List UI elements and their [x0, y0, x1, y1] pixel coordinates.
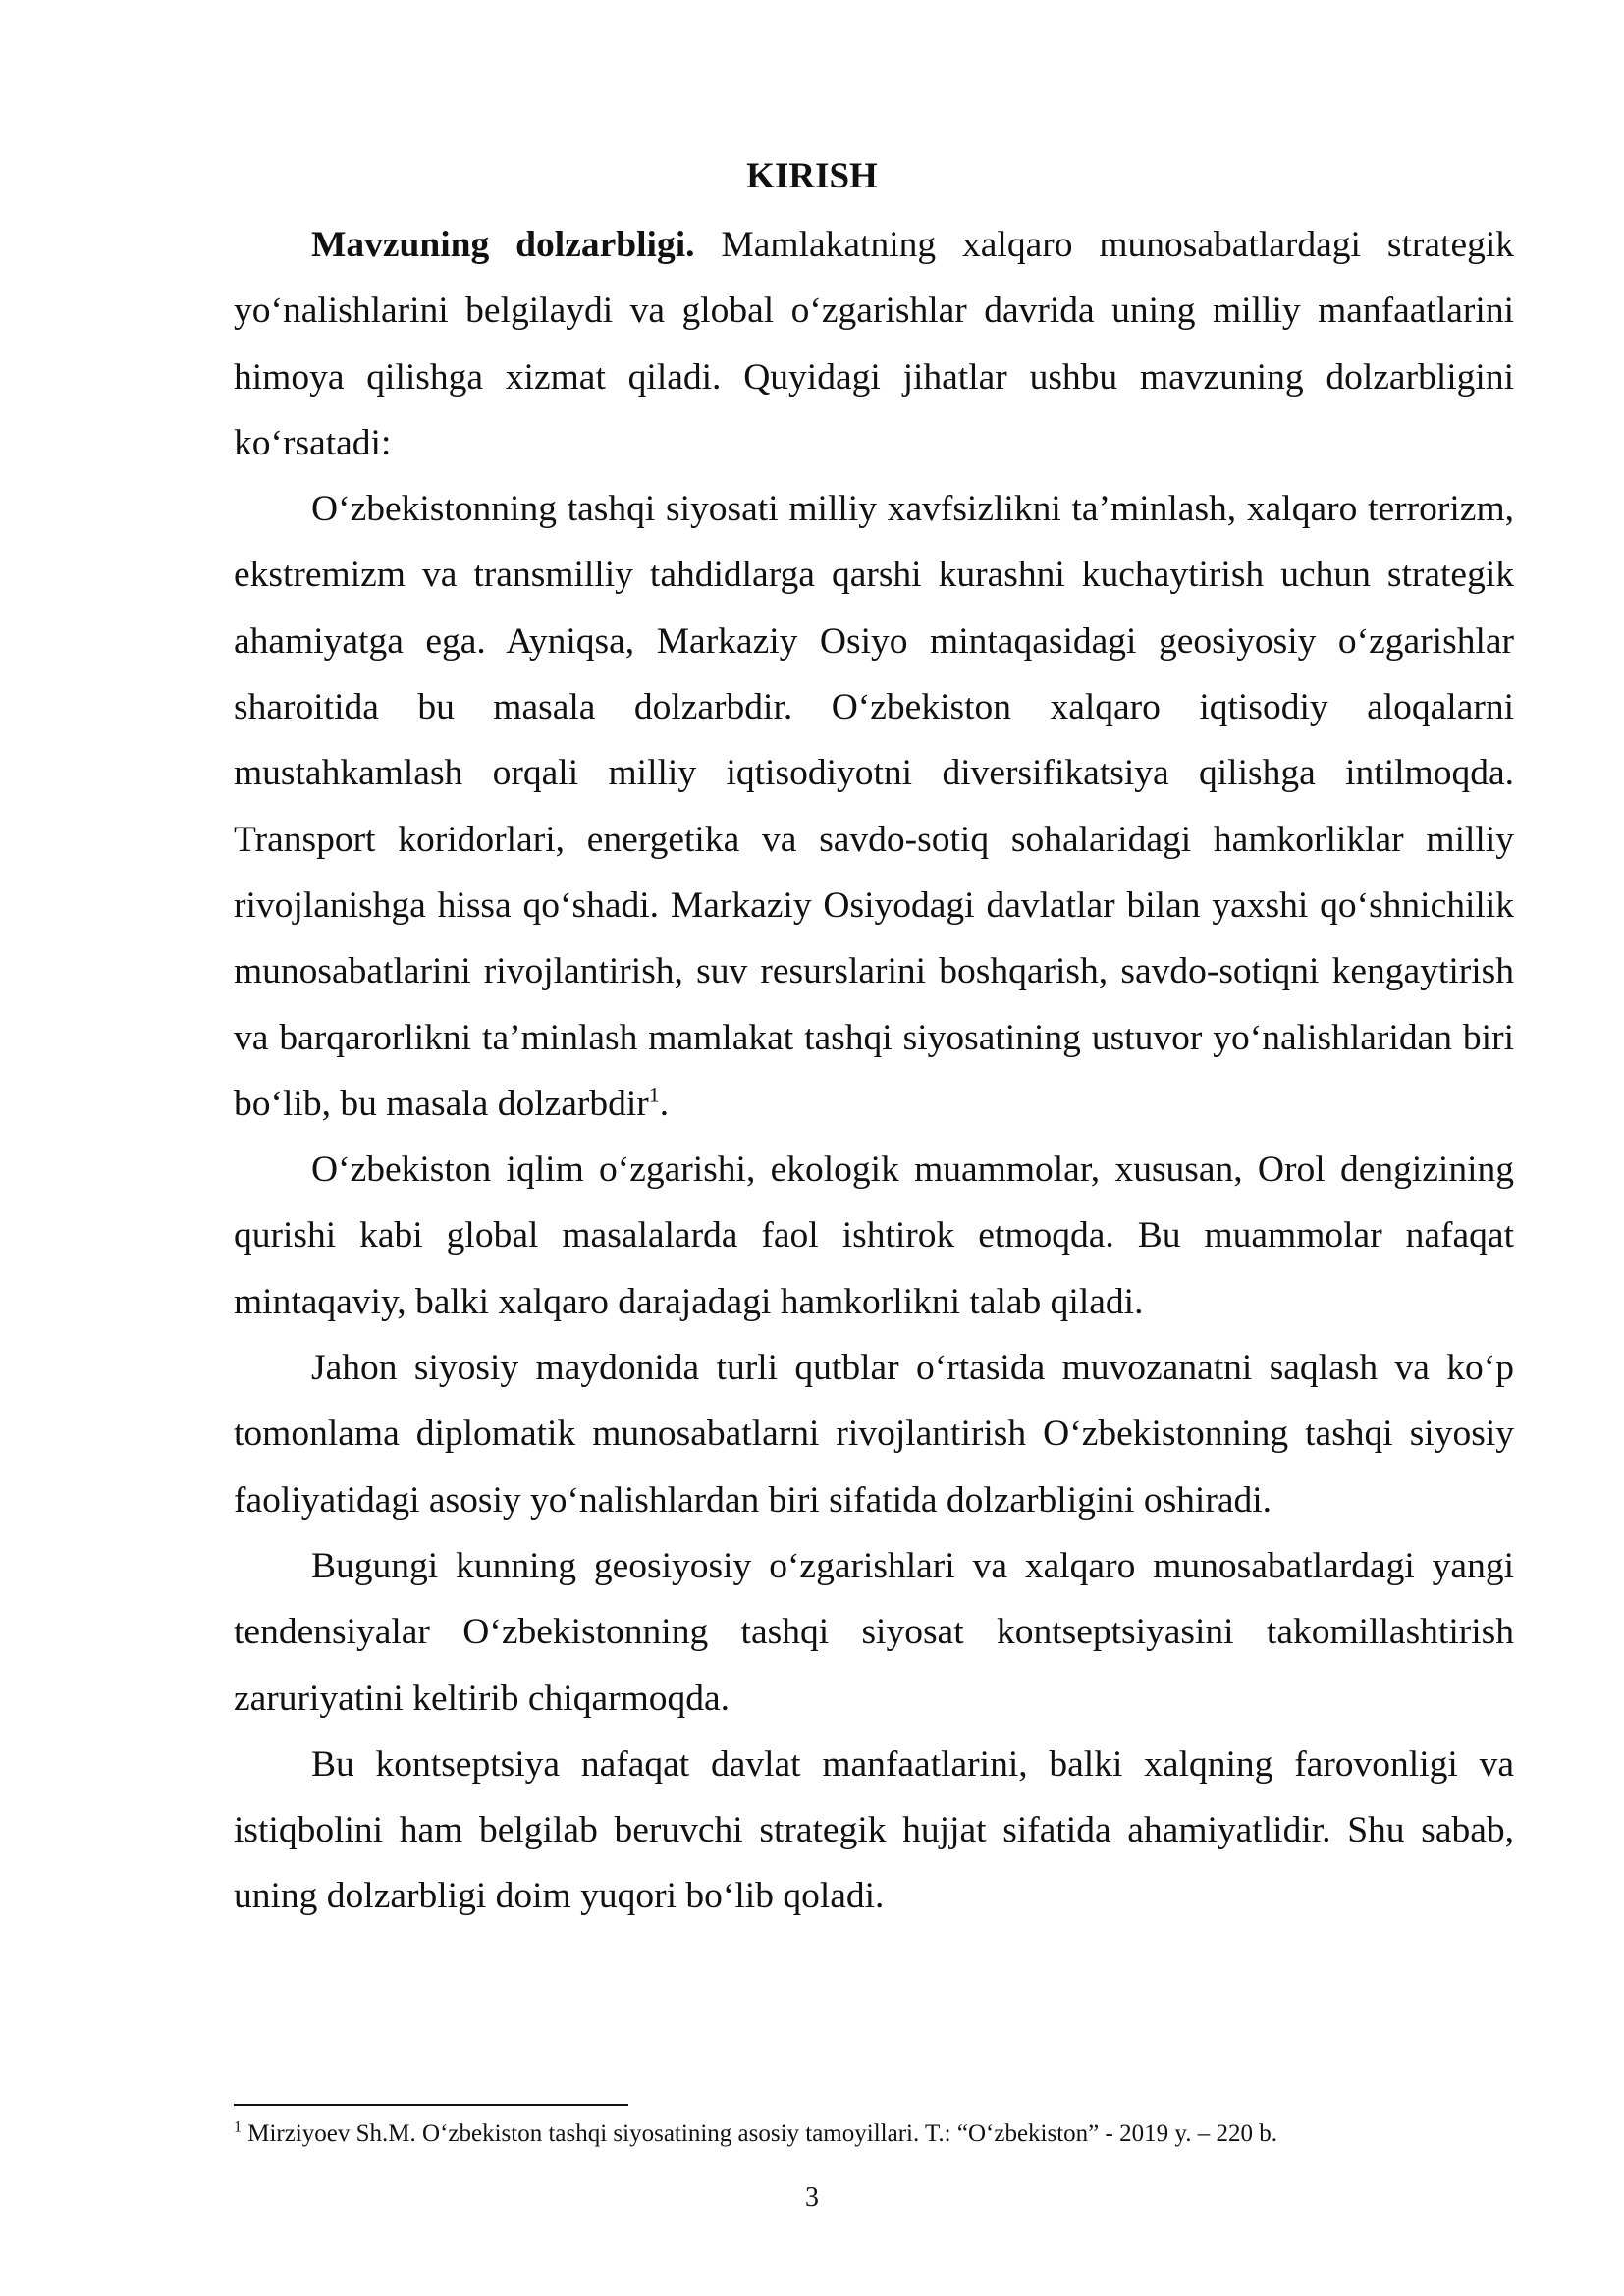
page-number: 3: [805, 2182, 819, 2213]
footnote: [234, 2118, 1514, 2150]
paragraph-text: Bu kontseptsiya nafaqat davlat manfaatlarini, balki xalqning farovonligi va istiqbolini ham belgilab beruvchi strategik hujjat sifatida ahamiyatlidir. Shu sabab, uning dolzarbligi doim yuqori bo‘lib qoladi.: [234, 1743, 1514, 1917]
paragraph-foreign-policy: [234, 476, 1514, 1137]
paragraph-balance: [234, 1335, 1514, 1533]
paragraph-trends: [234, 1533, 1514, 1732]
paragraph-lead: Mavzuning dolzarbligi.: [311, 225, 695, 265]
paragraph-text: Mamlakatning xalqaro munosabatlardagi strategik yo‘nalishlarini belgilaydi va global o‘zgarishlar davrida uning milliy manfaatlarini himoya qilishga xizmat qiladi. Quyidagi jihatlar ushbu mavzuning dolzarbligini ko‘rsatadi:: [234, 225, 1515, 463]
paragraph-text: Jahon siyosiy maydonida turli qutblar o‘rtasida muvozanatni saqlash va ko‘p tomonlama diplomatik munosabatlarni rivojlantirish O‘zbekistonning tashqi siyosiy faoliyatidagi asosiy yo‘nalishlardan biri sifatida dolzarbligini oshiradi.: [234, 1348, 1514, 1521]
paragraph-concept: [234, 1732, 1514, 1930]
paragraph-tail: .: [659, 1083, 670, 1124]
paragraph-climate: [234, 1137, 1514, 1335]
body-text: [234, 212, 1514, 1930]
footnote-marker: 1: [234, 2118, 242, 2136]
paragraph-text: O‘zbekiston iqlim o‘zgarishi, ekologik muammolar, xususan, Orol dengizining qurishi kabi global masalalarda faol ishtirok etmoqda. Bu muammolar nafaqat mintaqaviy, balki xalqaro darajadagi hamkorlikni talab qiladi.: [234, 1149, 1514, 1322]
paragraph-text: O‘zbekistonning tashqi siyosati milliy xavfsizlikni ta’minlash, xalqaro terrorizm, ekstremizm va transmilliy tahdidlarga qarshi kurashni kuchaytirish uchun strategik ahamiyatga ega. Ayniqsa, Markaziy Osiyo mintaqasidagi geosiyosiy o‘zgarishlar sharoitida bu masala dolzarbdir. O‘zbekiston xalqaro iqtisodiy aloqalarni mustahkamlash orqali milliy iqtisodiyotni diversifikatsiya qilishga intilmoqda. Transport koridorlari, energetika va savdo-sotiq sohalaridagi hamkorliklar milliy rivojlanishga hissa qo‘shadi. Markaziy Osiyodagi davlatlar bilan yaxshi qo‘shnichilik munosabatlarini rivojlantirish, suv resurslarini boshqarish, savdo-sotiqni kengaytirish va barqarorlikni ta’minlash mamlakat tashqi siyosatining ustuvor yo‘nalishlaridan biri bo‘lib, bu masala dolzarbdir: [234, 489, 1514, 1124]
footnote-reference[interactable]: 1: [648, 1082, 660, 1107]
paragraph-text: Bugungi kunning geosiyosiy o‘zgarishlari va xalqaro munosabatlardagi yangi tendensiyalar O‘zbekistonning tashqi siyosat kontseptsiyasini takomillashtirish zaruriyatini keltirib chiqarmoqda.: [234, 1545, 1514, 1719]
paragraph-relevance: [234, 212, 1514, 476]
footnote-separator: [234, 2104, 628, 2106]
footnote-text: Mirziyoev Sh.M. O‘zbekiston tashqi siyosatining asosiy tamoyillari. T.: “O‘zbekiston” - 2019 y. – 220 b.: [242, 2120, 1277, 2147]
page-heading: KIRISH: [746, 156, 878, 196]
